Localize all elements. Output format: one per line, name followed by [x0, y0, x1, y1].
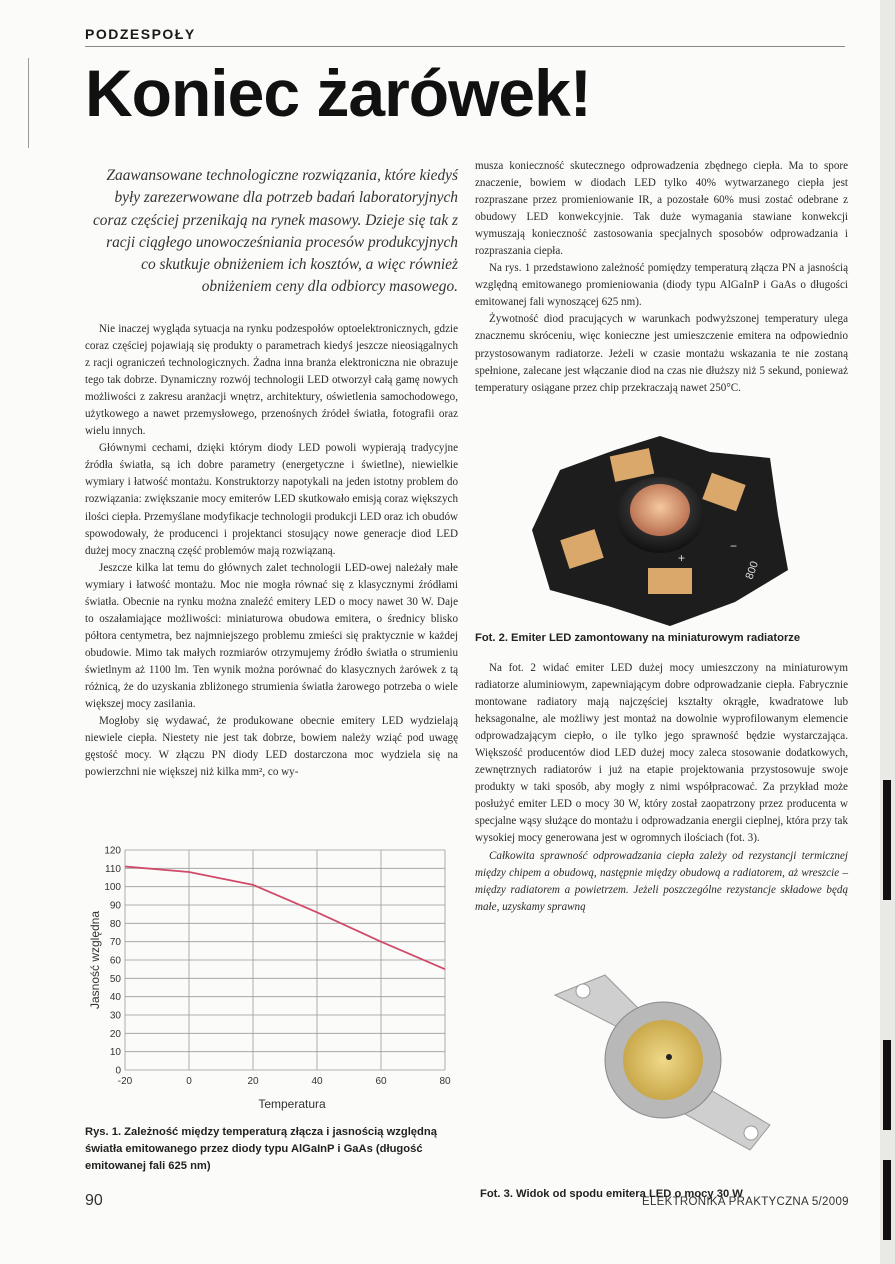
solder-pad — [648, 568, 692, 594]
plus-mark: + — [678, 551, 686, 565]
paragraph: musza konieczność skutecznego odprowadzenia zbędnego ciepła. Ma to spore znaczenie, bowiem w diodach LED tylko 40% wytwarzanego ciepła jest rozpraszane przez promieniowanie IR, a pozostałe 60% musi zostać odebrane z obudowy LED konwekcyjnie. Tak duże wymagania stawiane konwekcji wymuszają konieczność zastosowania specjalnych sposobów odprowadzania i rozpraszania ciepła. — [475, 160, 848, 258]
y-tick-labels — [104, 846, 121, 1077]
lead-paragraph: Zaawansowane technologiczne rozwiązania, które kiedyś były zarezerwowane dla potrzeb badań laboratoryjnych coraz częściej przenikają na rynek masowy. Dzieje się tak z racji ciągłego unowocześniania procesów produkcyjnych co skutkuje obniżeniem ich kosztów, a więc również obniżeniem ceny dla odbiorcy masowego. — [92, 167, 458, 296]
x-tick-label: 60 — [375, 1076, 387, 1087]
x-tick-label: 0 — [186, 1076, 192, 1087]
led-star-heatsink-photo — [520, 430, 800, 630]
paragraph: Na rys. 1 przedstawiono zależność pomiędzy temperaturą złącza PN a jasnością względną emitowanego promieniowania (diody typu AlGaInP i GaAs o długości emitowanej fali wynoszącej 625 nm). — [475, 262, 848, 309]
led-base-plate — [623, 1020, 703, 1100]
paragraph: Mogłoby się wydawać, że produkowane obecnie emitery LED wydzielają niewiele ciepła. Niestety nie jest tak dobrze, bowiem należy wziąć pod uwagę gęstość mocy. W złączu PN diody LED dostarczona moc wydziela się na powierzchni nie większej niż kilka mm², co wy- — [85, 715, 458, 779]
y-tick-label: 10 — [109, 1047, 121, 1059]
article-title: Koniec żarówek! — [85, 56, 591, 130]
header-rule — [85, 46, 845, 47]
x-tick-label: 80 — [439, 1076, 451, 1087]
column-right-bottom — [475, 660, 848, 916]
y-tick-label: 100 — [104, 882, 121, 894]
y-tick-label: 80 — [109, 918, 121, 930]
x-axis-label: Temperatura — [258, 1097, 326, 1111]
led-30w-bottom-photo — [545, 965, 785, 1165]
x-tick-label: -20 — [117, 1076, 133, 1087]
margin-line — [28, 58, 29, 148]
series-line — [125, 867, 445, 970]
section-label: PODZESPOŁY — [85, 26, 196, 42]
y-tick-label: 40 — [109, 992, 121, 1004]
y-tick-label: 30 — [109, 1010, 121, 1022]
column-right-top — [475, 158, 848, 397]
y-tick-label: 0 — [115, 1065, 121, 1077]
y-tick-label: 20 — [109, 1028, 121, 1040]
figure-1-caption: Rys. 1. Zależność między temperaturą złącza i jasnością względną światła emitowanego przez diody typu AlGaInP i GaAs (długość emitowanej fali 625 nm) — [85, 1126, 437, 1172]
center-dot — [666, 1054, 672, 1060]
column-left — [85, 321, 458, 781]
photo-2-caption: Fot. 2. Emiter LED zamontowany na miniaturowym radiatorze — [475, 632, 801, 644]
paragraph: Całkowita sprawność odprowadzania ciepła zależy od rezystancji termicznej między chipem a obudową, następnie między obudową a radiatorem, aż wreszcie – między radiatorem a powietrzem. Jeżeli poszczególne rezystancje składowe będą małe, uzyskamy sprawną — [475, 849, 848, 913]
magazine-issue: ELEKTRONIKA PRAKTYCZNA 5/2009 — [642, 1196, 849, 1208]
marking-text: 800 — [743, 559, 762, 582]
led-lens — [630, 484, 690, 536]
minus-mark: − — [730, 539, 738, 553]
y-tick-label: 70 — [109, 937, 121, 949]
y-tick-label: 90 — [109, 900, 121, 912]
paragraph: Na fot. 2 widać emiter LED dużej mocy umieszczony na miniaturowym radiatorze aluminiowym, zapewniającym dobre odprowadzanie ciepła. Fabrycznie montowane radiatory mają najczęściej kształty okrągłe, kwadratowe lub heksagonalne, ale możliwy jest montaż na dowolnie wyprofilowanym elemencie odprowadzającym ciepło, o ile tylko jego sprawność będzie wystarczająca. Większość producentów diod LED dużej mocy zaleca stosowanie dodatkowych, zewnętrznych radiatorów i już na etapie projektowania przystosowuje swoje produkty w taki sposób, aby mogły z nimi współpracować. Za przykład może posłużyć emiter LED o mocy 30 W, który został zaopatrzony przez producenta w specjalne wąsy służące do montażu i odprowadzania energii cieplnej, która przy tak wysokiej mocy generowana jest w ogromnych ilościach (fot. 3). — [475, 662, 848, 845]
y-tick-label: 120 — [104, 845, 121, 857]
y-axis-label: Jasność względna — [88, 910, 102, 1010]
paragraph: Nie inaczej wygląda sytuacja na rynku podzespołów optoelektronicznych, gdzie coraz częściej pojawiają się produkty o parametrach kiedyś jeszcze nieosiągalnych z racji ograniczeń technologicznych. Żadna inna branża elektroniczna nie obrazuje tego tak dobrze. Dynamiczny rozwój technologii LED otworzył całą gamę nowych możliwości z zakresu aranżacji wnętrz, architektury, oświetlenia samochodowego, użytkowego a nawet przemysłowego, przenośnych źródeł światła, fotografii oraz wielu innych. — [85, 323, 458, 438]
temperature-brightness-chart — [85, 840, 460, 1120]
mounting-hole — [576, 984, 590, 998]
photo-3-caption: Fot. 3. Widok od spodu emitera LED o mocy 30 W — [480, 1188, 743, 1200]
mounting-hole — [744, 1126, 758, 1140]
x-tick-label: 20 — [247, 1076, 259, 1087]
paragraph: Jeszcze kilka lat temu do głównych zalet technologii LED-owej należały małe wymiary i łatwość montażu. Moc nie mogła równać się z klasycznymi źródłami światła. Obecnie na rynku można znaleźć emitery LED o mocy nawet 30 W. Daje to oszałamiające możliwości: miniaturowa obudowa emitera, o średnicy blisko półtora centymetra, bez najmniejszego problemu zmieści się praktycznie w każdej obudowie. Mimo tak małych rozmiarów otrzymujemy źródło światła o strumieniu świetlnym aż 1100 lm. Ten wynik można porównać do klasycznych żarówek z tą różnicą, że do uzyskania zbliżonego strumienia światła żarowego potrzeba o wiele większej mocy zasilania. — [85, 561, 458, 711]
page-number: 90 — [85, 1192, 103, 1209]
scan-edge — [880, 0, 895, 1264]
paragraph: Żywotność diod pracujących w warunkach podwyższonej temperatury ulega znacznemu skróceniu, więc konieczne jest umieszczenie emitera na odpowiednio przystosowanym radiatorze. Jeżeli w czasie montażu wskazania te nie zostaną spełnione, zalecane jest włączanie diod na czas nie dłuższy niż 5 sekund, ponieważ temperatury osiągane przez chip przekraczają nawet 250°C. — [475, 313, 848, 394]
y-tick-label: 60 — [109, 955, 121, 967]
x-tick-label: 40 — [311, 1076, 323, 1087]
y-tick-label: 50 — [109, 973, 121, 985]
y-tick-label: 110 — [105, 863, 121, 875]
paragraph: Głównymi cechami, dzięki którym diody LED powoli wypierają tradycyjne źródła światła, są ich dobre parametry (energetyczne i świetlne), niewielkie wymiary i łatwość montażu. Konstruktorzy napotykali na jeden istotny problem do rozwiązania: zwiększanie mocy emiterów LED skutkowało emisją coraz większych ilości ciepła. Przemyślane modyfikacje technologii produkcji LED oraz ich obudów spowodowały, że producenci i projektanci stosujący nowe generacje diod LED dużej mocy znaczną część problemów mają rozwiązaną. — [85, 442, 458, 557]
chart-grid — [125, 850, 445, 1070]
x-tick-labels — [118, 1076, 451, 1087]
